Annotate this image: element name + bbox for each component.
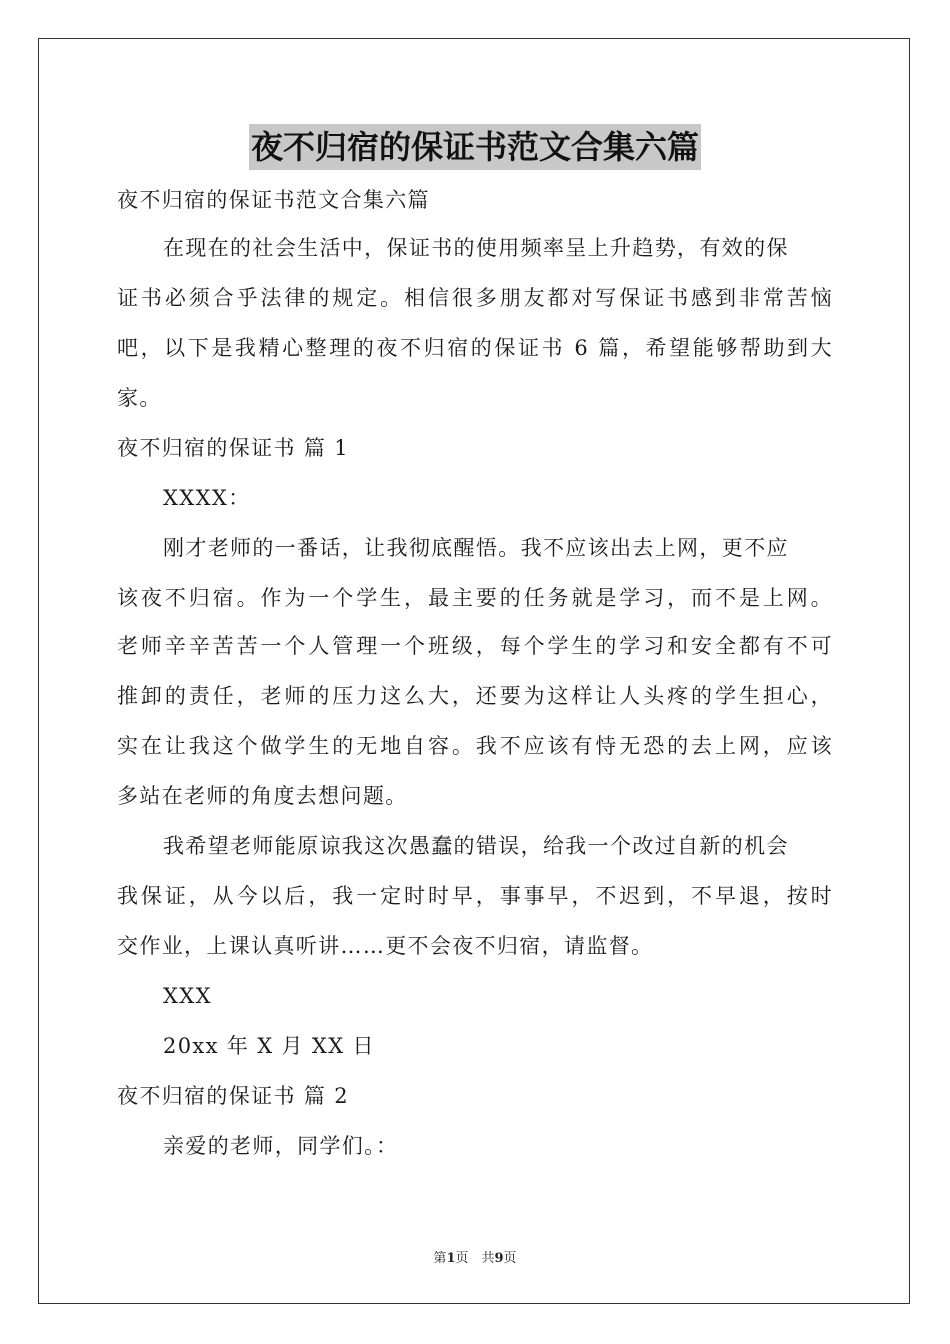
body-line: 在现在的社会生活中，保证书的使用频率呈上升趋势，有效的保: [163, 236, 789, 260]
body-line: 多站在老师的角度去想问题。: [117, 784, 408, 808]
date-line: 20xx 年 X 月 XX 日: [163, 1034, 375, 1058]
salutation: XXXX：: [163, 486, 251, 510]
body-line: 刚才老师的一番话，让我彻底醒悟。我不应该出去上网，更不应: [163, 536, 789, 560]
document-title: 夜不归宿的保证书范文合集六篇: [249, 124, 701, 170]
body-line: 证书必须合乎法律的规定。相信很多朋友都对写保证书感到非常苦恼: [117, 286, 833, 310]
body-line: 我希望老师能原谅我这次愚蠢的错误，给我一个改过自新的机会: [163, 834, 789, 858]
body-line: 交作业，上课认真听讲……更不会夜不归宿，请监督。: [117, 934, 654, 958]
section-heading: 夜不归宿的保证书 篇 2: [117, 1084, 349, 1108]
body-line: 该夜不归宿。作为一个学生，最主要的任务就是学习，而不是上网。: [117, 586, 833, 610]
body-line: 吧，以下是我精心整理的夜不归宿的保证书 6 篇，希望能够帮助到大: [117, 336, 833, 360]
page-border: [38, 38, 910, 1304]
title-wrap: [0, 124, 950, 170]
footer-prefix: 第: [433, 1251, 447, 1266]
footer-current-page: 1: [446, 1251, 456, 1266]
subtitle-line: 夜不归宿的保证书范文合集六篇: [117, 188, 430, 212]
section-heading: 夜不归宿的保证书 篇 1: [117, 436, 349, 460]
body-line: 实在让我这个做学生的无地自容。我不应该有恃无恐的去上网，应该: [117, 734, 833, 758]
body-line: 家。: [117, 386, 162, 410]
signature: XXX: [163, 984, 212, 1008]
body-line: 老师辛辛苦苦一个人管理一个班级，每个学生的学习和安全都有不可: [117, 634, 833, 658]
footer-suffix: 页: [503, 1251, 517, 1266]
body-line: 我保证，从今以后，我一定时时早，事事早，不迟到，不早退，按时: [117, 884, 833, 908]
page-footer: [0, 1247, 950, 1266]
footer-mid: 页 共: [455, 1251, 495, 1266]
salutation: 亲爱的老师，同学们。：: [163, 1134, 399, 1158]
footer-total-pages: 9: [494, 1251, 504, 1266]
body-line: 推卸的责任，老师的压力这么大，还要为这样让人头疼的学生担心，: [117, 684, 833, 708]
